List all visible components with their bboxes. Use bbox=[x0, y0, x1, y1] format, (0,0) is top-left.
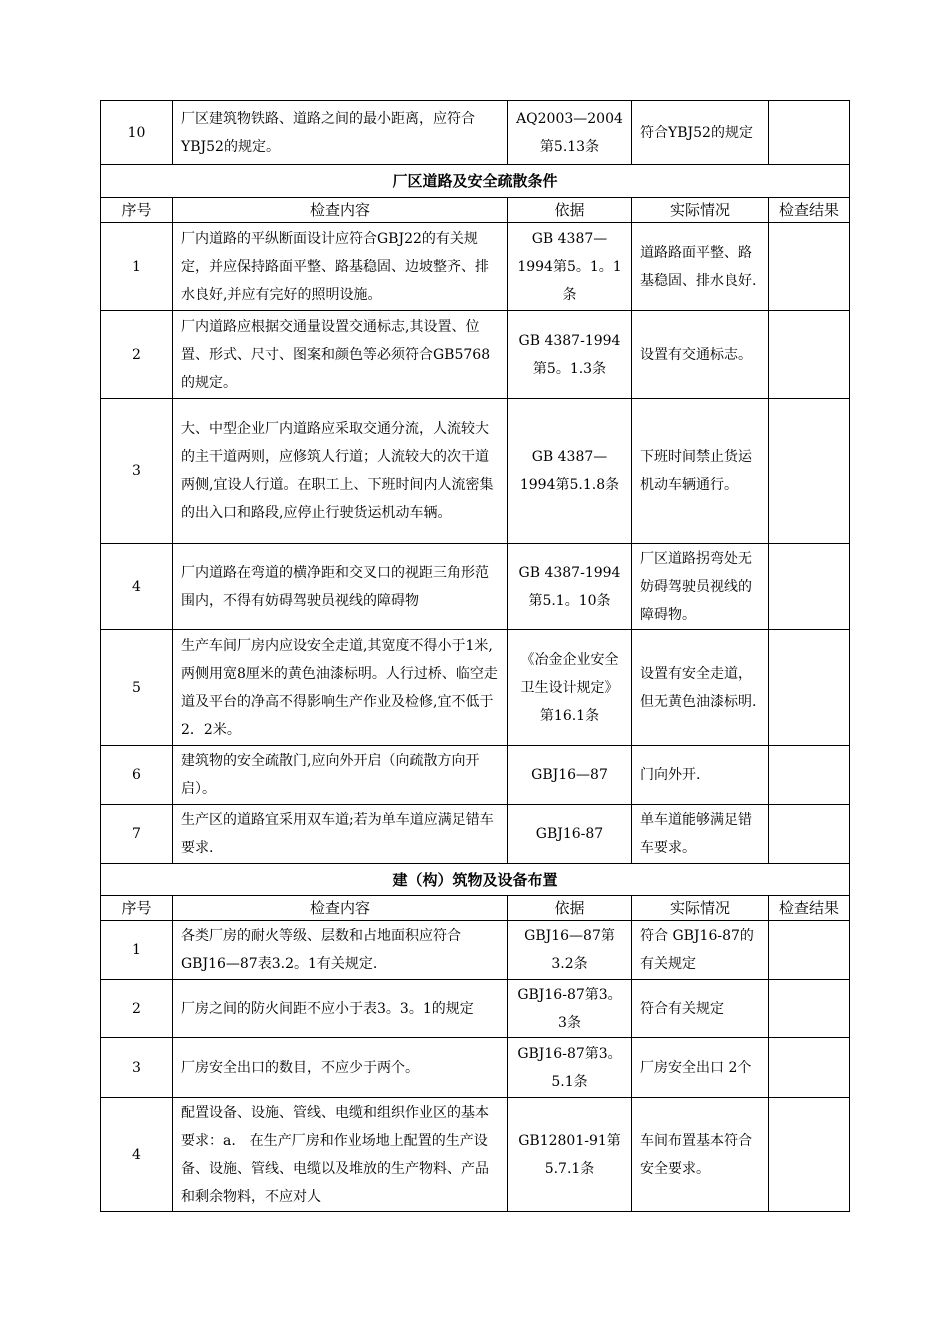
table-row bbox=[101, 805, 850, 864]
header-row bbox=[101, 896, 850, 921]
check-result bbox=[769, 1098, 850, 1212]
header-basis: 依据 bbox=[508, 198, 632, 223]
check-result bbox=[769, 311, 850, 399]
table-row bbox=[101, 311, 850, 399]
check-content: 建筑物的安全疏散门,应向外开启（向疏散方向开启）。 bbox=[173, 746, 508, 805]
basis: GBJ16-87第3。5.1条 bbox=[508, 1038, 632, 1098]
actual-situation: 设置有安全走道，但无黄色油漆标明. bbox=[632, 630, 769, 746]
check-result bbox=[769, 630, 850, 746]
section-title-row bbox=[101, 864, 850, 896]
check-content: 生产车间厂房内应设安全走道,其宽度不得小于1米,两侧用宽8厘米的黄色油漆标明。人行过桥、临空走道及平台的净高不得影响生产作业及检修,宜不低于2．2米。 bbox=[173, 630, 508, 746]
row-number: 2 bbox=[101, 980, 173, 1038]
header-content: 检查内容 bbox=[173, 896, 508, 921]
check-content: 厂房安全出口的数目，不应少于两个。 bbox=[173, 1038, 508, 1098]
basis: GB12801-91第5.7.1条 bbox=[508, 1098, 632, 1212]
check-content: 厂内道路的平纵断面设计应符合GBJ22的有关规定，并应保持路面平整、路基稳固、边坡整齐、排水良好,并应有完好的照明设施。 bbox=[173, 223, 508, 311]
row-number: 2 bbox=[101, 311, 173, 399]
row-number: 10 bbox=[101, 101, 173, 165]
table-row bbox=[101, 1038, 850, 1098]
row-number: 5 bbox=[101, 630, 173, 746]
table-row bbox=[101, 630, 850, 746]
header-actual: 实际情况 bbox=[632, 198, 769, 223]
header-result: 检查结果 bbox=[769, 198, 850, 223]
basis: GBJ16—87第3.2条 bbox=[508, 921, 632, 980]
inspection-table bbox=[100, 100, 850, 1212]
row-number: 1 bbox=[101, 223, 173, 311]
row-number: 3 bbox=[101, 1038, 173, 1098]
header-row bbox=[101, 198, 850, 223]
table-row bbox=[101, 544, 850, 630]
check-result bbox=[769, 399, 850, 544]
actual-situation: 单车道能够满足错车要求。 bbox=[632, 805, 769, 864]
actual-situation: 符合YBJ52的规定 bbox=[632, 101, 769, 165]
actual-situation: 符合 GBJ16-87的有关规定 bbox=[632, 921, 769, 980]
row-number: 1 bbox=[101, 921, 173, 980]
row-number: 4 bbox=[101, 1098, 173, 1212]
basis: 《冶金企业安全卫生设计规定》第16.1条 bbox=[508, 630, 632, 746]
row-number: 7 bbox=[101, 805, 173, 864]
check-result bbox=[769, 746, 850, 805]
row-number: 4 bbox=[101, 544, 173, 630]
check-content: 大、中型企业厂内道路应采取交通分流，人流较大的主干道两则，应修筑人行道；人流较大的次干道两侧,宜设人行道。在职工上、下班时间内人流密集的出入口和路段,应停止行驶货运机动车辆。 bbox=[173, 399, 508, 544]
row-number: 6 bbox=[101, 746, 173, 805]
basis: GB 4387-1994第5。1.3条 bbox=[508, 311, 632, 399]
table-row bbox=[101, 101, 850, 165]
table-row bbox=[101, 980, 850, 1038]
actual-situation: 厂区道路拐弯处无妨碍驾驶员视线的障碍物。 bbox=[632, 544, 769, 630]
basis: GBJ16-87第3。3条 bbox=[508, 980, 632, 1038]
check-result bbox=[769, 980, 850, 1038]
table-row bbox=[101, 399, 850, 544]
check-content: 各类厂房的耐火等级、层数和占地面积应符合GBJ16—87表3.2。1有关规定. bbox=[173, 921, 508, 980]
basis: GBJ16-87 bbox=[508, 805, 632, 864]
basis: GB 4387—1994第5.1.8条 bbox=[508, 399, 632, 544]
section-title: 厂区道路及安全疏散条件 bbox=[101, 165, 850, 198]
basis: GB 4387—1994第5。1。1条 bbox=[508, 223, 632, 311]
check-result bbox=[769, 223, 850, 311]
header-content: 检查内容 bbox=[173, 198, 508, 223]
basis: AQ2003—2004第5.13条 bbox=[508, 101, 632, 165]
actual-situation: 车间布置基本符合安全要求。 bbox=[632, 1098, 769, 1212]
check-result bbox=[769, 544, 850, 630]
check-result bbox=[769, 805, 850, 864]
header-basis: 依据 bbox=[508, 896, 632, 921]
actual-situation: 厂房安全出口 2个 bbox=[632, 1038, 769, 1098]
header-num: 序号 bbox=[101, 198, 173, 223]
header-actual: 实际情况 bbox=[632, 896, 769, 921]
table-row bbox=[101, 921, 850, 980]
check-content: 生产区的道路宜采用双车道;若为单车道应满足错车要求. bbox=[173, 805, 508, 864]
check-content: 厂内道路应根据交通量设置交通标志,其设置、位置、形式、尺寸、图案和颜色等必须符合GB5768的规定。 bbox=[173, 311, 508, 399]
actual-situation: 门向外开. bbox=[632, 746, 769, 805]
actual-situation: 下班时间禁止货运机动车辆通行。 bbox=[632, 399, 769, 544]
actual-situation: 设置有交通标志。 bbox=[632, 311, 769, 399]
row-number: 3 bbox=[101, 399, 173, 544]
table-row bbox=[101, 223, 850, 311]
check-result bbox=[769, 1038, 850, 1098]
check-content: 厂内道路在弯道的横净距和交叉口的视距三角形范围内，不得有妨碍驾驶员视线的障碍物 bbox=[173, 544, 508, 630]
check-content: 厂房之间的防火间距不应小于表3。3。1的规定 bbox=[173, 980, 508, 1038]
check-result bbox=[769, 101, 850, 165]
actual-situation: 符合有关规定 bbox=[632, 980, 769, 1038]
section-title: 建（构）筑物及设备布置 bbox=[101, 864, 850, 896]
table-row bbox=[101, 746, 850, 805]
table-row bbox=[101, 1098, 850, 1212]
basis: GB 4387-1994第5.1。10条 bbox=[508, 544, 632, 630]
header-result: 检查结果 bbox=[769, 896, 850, 921]
check-result bbox=[769, 921, 850, 980]
section-title-row bbox=[101, 165, 850, 198]
check-content: 配置设备、设施、管线、电缆和组织作业区的基本要求：a. 在生产厂房和作业场地上配置的生产设备、设施、管线、电缆以及堆放的生产物料、产品和剩余物料，不应对人 bbox=[173, 1098, 508, 1212]
check-content: 厂区建筑物铁路、道路之间的最小距离，应符合YBJ52的规定。 bbox=[173, 101, 508, 165]
basis: GBJ16—87 bbox=[508, 746, 632, 805]
actual-situation: 道路路面平整、路基稳固、排水良好. bbox=[632, 223, 769, 311]
header-num: 序号 bbox=[101, 896, 173, 921]
